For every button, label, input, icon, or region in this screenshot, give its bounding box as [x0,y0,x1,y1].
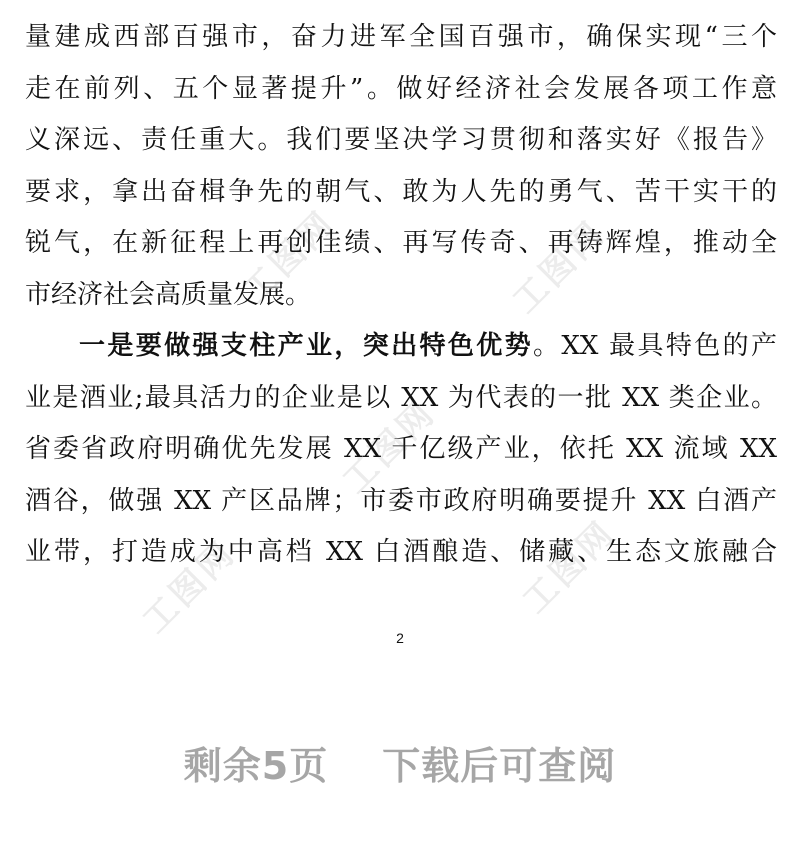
watermark: 工图网 [335,392,444,502]
text-line: 市经济社会高质量发展。 [25,279,312,310]
text-line: 走在前列、五个显著提升”。做好经济社会发展各项工作意 [25,73,777,104]
text-line: 量建成西部百强市，奋力进军全国百强市，确保实现“三个 [25,22,777,52]
watermark: 工图网 [515,512,624,622]
paragraph-first-line [25,321,777,373]
text-line: 义深远、责任重大。我们要坚决学习贯彻和落实好《报告》 [25,125,777,155]
download-prompt-banner[interactable] [0,735,800,790]
watermark: 工图网 [505,212,614,322]
text-line: 业带，打造成为中高档 XX 白酒酿造、储藏、生态文旅融合 [25,537,777,567]
text-span: 。XX 最具特色的产 [533,331,777,361]
text-line: 业是酒业;最具活力的企业是以 XX 为代表的一批 XX 类企业。 [25,382,777,413]
text-line: 酒谷，做强 XX 产区品牌；市委市政府明确要提升 XX 白酒产 [25,485,777,516]
remaining-pages-label[interactable]: 剩余5页 [183,744,329,788]
page-number: 2 [396,630,404,646]
download-to-view-label[interactable]: 下载后可查阅 [382,744,617,788]
paragraph-heading: 一是要做强支柱产业，突出特色优势 [79,331,534,361]
text-line: 要求，拿出奋楫争先的朝气、敢为人先的勇气、苦干实干的 [25,176,777,207]
watermark: 工图网 [135,532,244,642]
document-body [25,12,777,579]
watermark: 工图网 [235,202,344,312]
text-line: 锐气，在新征程上再创佳绩、再写传奇、再铸辉煌，推动全 [25,228,777,258]
text-line: 省委省政府明确优先发展 XX 千亿级产业，依托 XX 流域 XX [25,434,777,464]
